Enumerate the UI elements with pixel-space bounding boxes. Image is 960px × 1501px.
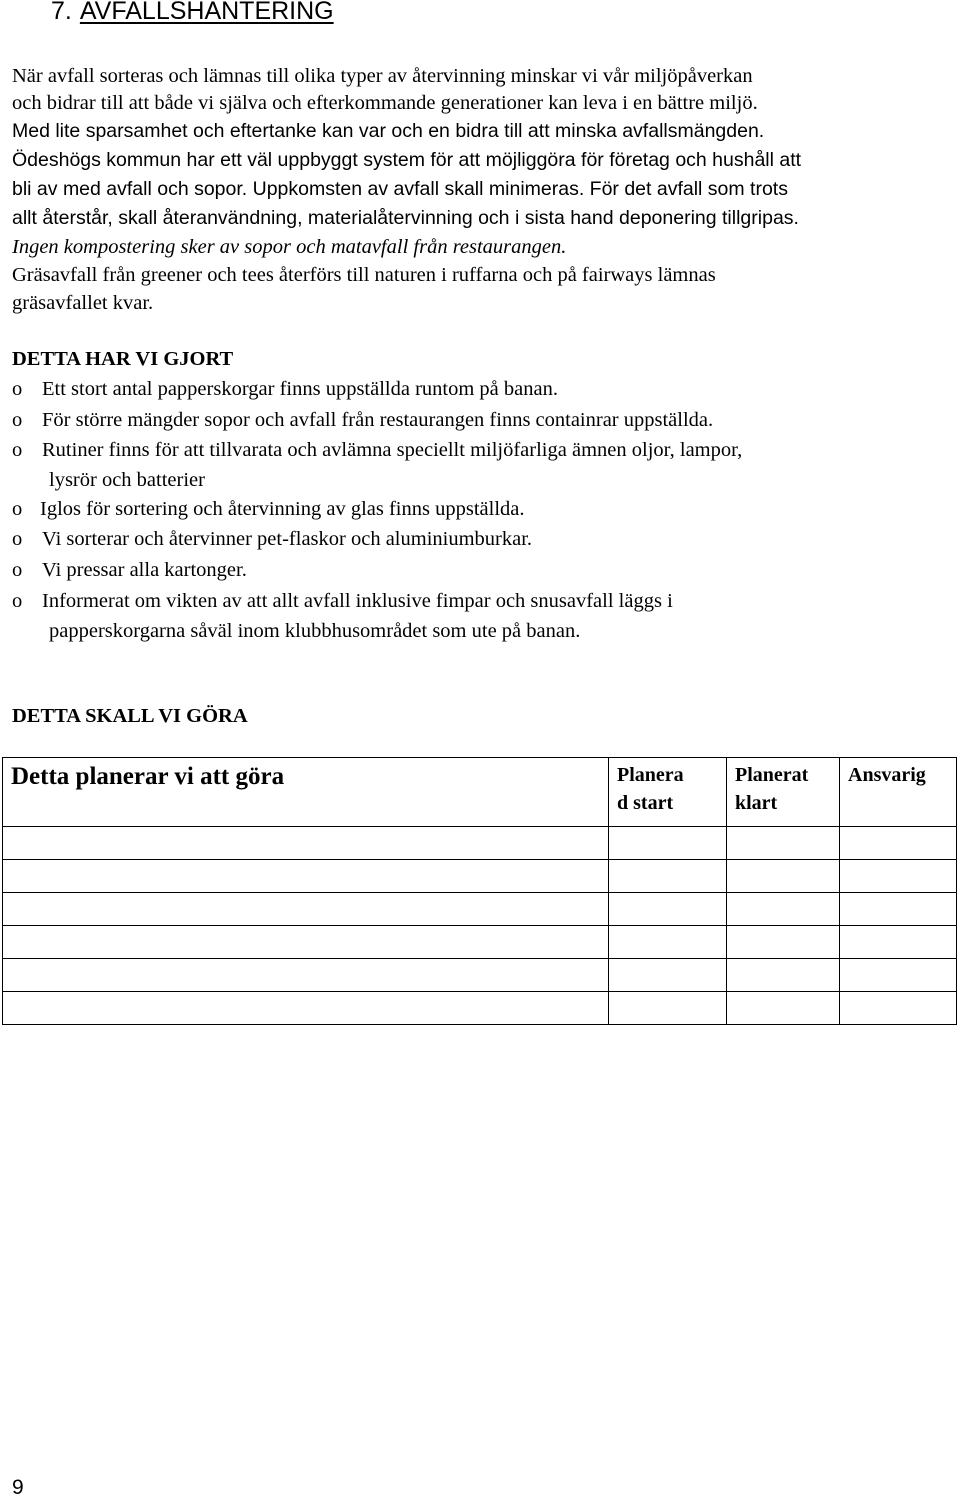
table-row [3,860,957,893]
table-cell [3,860,609,893]
table-cell [727,860,840,893]
plan-table-header [3,758,957,827]
col-header-planned-start-line-1: Planera [617,764,684,786]
list-item-continuation: papperskorgarna såväl inom klubbhusområdet som ute på banan. [49,620,581,642]
table-cell [609,926,727,959]
table-cell [3,959,609,992]
list-item-text: Vi sorterar och återvinner pet-flaskor och aluminiumburkar. [42,528,533,550]
plan-table [2,757,957,1025]
table-cell [840,893,957,926]
intro-line-4: Ödeshögs kommun har ett väl uppbyggt system för att möjliggöra för företag och hushåll att [12,149,802,171]
table-cell [727,926,840,959]
list-item [12,376,558,402]
intro-line-7: Ingen kompostering sker av sopor och matavfall från restaurangen. [12,236,567,258]
intro-line-2: och bidrar till att både vi själva och efterkommande generationer kan leva i en bättre miljö. [12,92,758,114]
page-number: 9 [12,1476,24,1499]
bullet-mark: o [12,559,23,581]
table-row [3,926,957,959]
list-item [12,407,713,433]
table-cell [840,860,957,893]
todo-heading: DETTA SKALL VI GÖRA [12,705,248,727]
bullet-mark: o [12,590,23,612]
done-heading: DETTA HAR VI GJORT [12,348,234,370]
table-cell [609,860,727,893]
list-item-text: Informerat om vikten av att allt avfall inklusive fimpar och snusavfall läggs i [42,590,673,612]
table-row [3,959,957,992]
table-cell [727,893,840,926]
table-cell [609,893,727,926]
list-item-text: Iglos för sortering och återvinning av glas finns uppställda. [40,498,525,520]
intro-line-6: allt återstår, skall återanvändning, materialåtervinning och i sista hand deponering tillgripas. [12,207,799,229]
list-item [12,437,742,463]
col-header-planned-start-line-2: d start [617,792,674,814]
intro-line-3: Med lite sparsamhet och eftertanke kan var och en bidra till att minska avfallsmängden. [12,120,765,142]
table-row [3,893,957,926]
table-cell [727,992,840,1025]
list-item-text: För större mängder sopor och avfall från restaurangen finns containrar uppställda. [42,409,714,431]
table-cell [727,959,840,992]
section-heading [51,0,334,28]
col-header-planned-start [609,758,727,827]
bullet-mark: o [12,378,23,400]
list-item [12,496,525,522]
intro-line-8: Gräsavfall från greener och tees återförs till naturen i ruffarna och på fairways lämnas [12,264,716,286]
intro-line-1: När avfall sorteras och lämnas till olika typer av återvinning minskar vi vår miljöpåverkan [12,65,753,87]
col-header-planned-done-line-1: Planerat [735,764,809,786]
bullet-mark: o [12,439,23,461]
list-item-continuation: lysrör och batterier [49,469,205,491]
col-header-plan: Detta planerar vi att göra [3,758,609,827]
table-cell [609,827,727,860]
table-cell [727,827,840,860]
list-item [12,557,247,583]
table-cell [840,992,957,1025]
table-row [3,827,957,860]
bullet-mark: o [12,498,23,520]
intro-line-9: gräsavfallet kvar. [12,292,154,314]
table-cell [840,926,957,959]
intro-line-5: bli av med avfall och sopor. Uppkomsten av avfall skall minimeras. För det avfall som trots [12,178,788,200]
col-header-planned-done [727,758,840,827]
list-item-text: Vi pressar alla kartonger. [42,559,247,581]
section-number: 7. [51,0,72,25]
table-cell [3,893,609,926]
table-cell [3,827,609,860]
list-item [12,526,532,552]
table-cell [609,959,727,992]
table-row [3,992,957,1025]
table-cell [3,926,609,959]
section-title: AVFALLSHANTERING [79,0,334,25]
list-item [12,588,673,614]
bullet-mark: o [12,409,23,431]
bullet-mark: o [12,528,23,550]
col-header-responsible: Ansvarig [840,758,957,827]
list-item-text: Rutiner finns för att tillvarata och avlämna speciellt miljöfarliga ämnen oljor, lampor, [42,439,743,461]
col-header-planned-done-line-2: klart [735,792,778,814]
list-item-text: Ett stort antal papperskorgar finns uppställda runtom på banan. [42,378,558,400]
table-cell [609,992,727,1025]
table-cell [840,827,957,860]
table-cell [3,992,609,1025]
table-cell [840,959,957,992]
